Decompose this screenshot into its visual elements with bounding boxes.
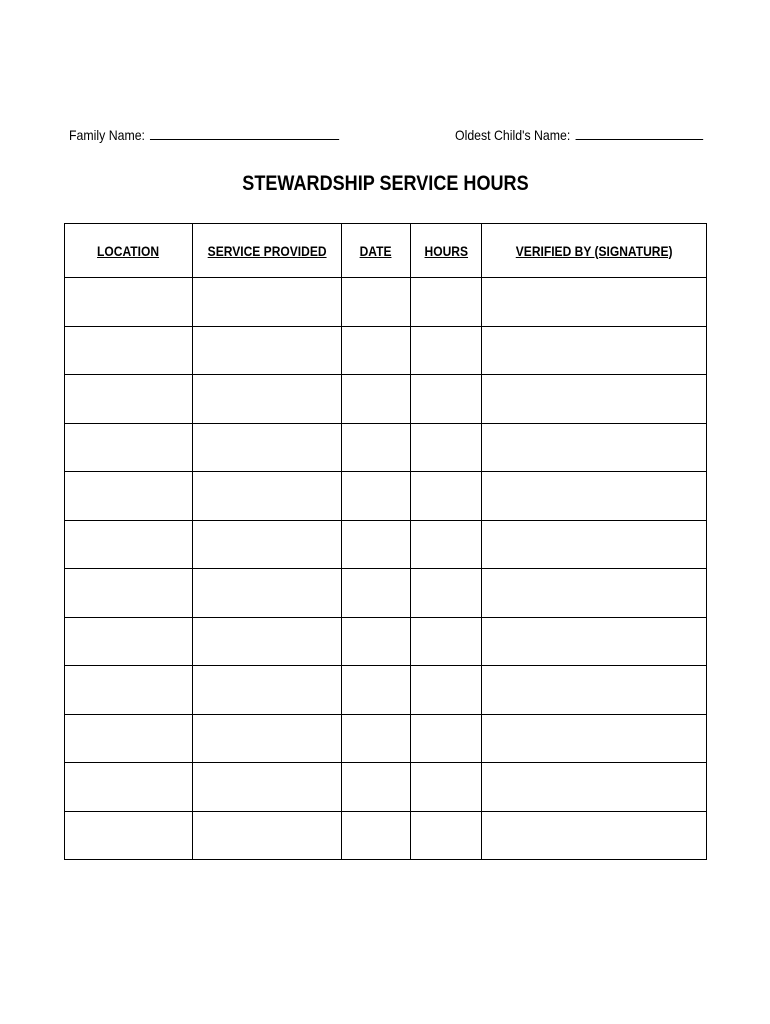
table-cell[interactable] — [342, 763, 411, 812]
table-cell[interactable] — [482, 714, 707, 763]
table-cell[interactable] — [482, 811, 707, 860]
family-name-label: Family Name: — [69, 127, 145, 143]
table-cell[interactable] — [342, 714, 411, 763]
table-row — [65, 326, 707, 375]
table-cell[interactable] — [193, 423, 342, 472]
column-header-location: LOCATION — [65, 224, 193, 278]
table-cell[interactable] — [193, 666, 342, 715]
table-cell[interactable] — [482, 520, 707, 569]
table-cell[interactable] — [411, 569, 482, 618]
table-cell[interactable] — [193, 472, 342, 521]
table-row — [65, 423, 707, 472]
table-cell[interactable] — [65, 617, 193, 666]
oldest-child-label: Oldest Child's Name: — [455, 127, 571, 143]
table-row — [65, 763, 707, 812]
table-cell[interactable] — [342, 617, 411, 666]
table-cell[interactable] — [342, 278, 411, 327]
table-cell[interactable] — [482, 278, 707, 327]
table-cell[interactable] — [411, 326, 482, 375]
table-cell[interactable] — [411, 617, 482, 666]
table-cell[interactable] — [482, 423, 707, 472]
table-cell[interactable] — [411, 811, 482, 860]
table-cell[interactable] — [342, 569, 411, 618]
family-name-blank[interactable] — [150, 127, 339, 140]
table-row — [65, 811, 707, 860]
table-cell[interactable] — [193, 714, 342, 763]
table-cell[interactable] — [342, 520, 411, 569]
table-cell[interactable] — [65, 520, 193, 569]
column-header-hours: HOURS — [411, 224, 482, 278]
table-cell[interactable] — [65, 763, 193, 812]
table-row — [65, 520, 707, 569]
service-hours-table — [64, 223, 707, 860]
table-cell[interactable] — [342, 423, 411, 472]
table-cell[interactable] — [65, 811, 193, 860]
table-cell[interactable] — [411, 763, 482, 812]
table-cell[interactable] — [65, 472, 193, 521]
table-cell[interactable] — [411, 423, 482, 472]
table-cell[interactable] — [411, 666, 482, 715]
column-header-service-provided: SERVICE PROVIDED — [193, 224, 342, 278]
table-cell[interactable] — [342, 666, 411, 715]
table-cell[interactable] — [193, 811, 342, 860]
table-cell[interactable] — [342, 375, 411, 424]
table-cell[interactable] — [411, 472, 482, 521]
table-row — [65, 666, 707, 715]
table-cell[interactable] — [193, 763, 342, 812]
table-cell[interactable] — [482, 763, 707, 812]
table-cell[interactable] — [482, 617, 707, 666]
column-header-verified-by: VERIFIED BY (SIGNATURE) — [482, 224, 707, 278]
table-cell[interactable] — [411, 278, 482, 327]
table-cell[interactable] — [482, 375, 707, 424]
table-cell[interactable] — [193, 617, 342, 666]
oldest-child-field — [455, 127, 703, 143]
table-cell[interactable] — [342, 811, 411, 860]
oldest-child-blank[interactable] — [576, 127, 704, 140]
table-cell[interactable] — [193, 326, 342, 375]
table-row — [65, 617, 707, 666]
table-row — [65, 375, 707, 424]
table-cell[interactable] — [411, 714, 482, 763]
table-row — [65, 569, 707, 618]
table-cell[interactable] — [482, 326, 707, 375]
table-row — [65, 714, 707, 763]
table-cell[interactable] — [342, 326, 411, 375]
table-header-row — [65, 224, 707, 278]
form-title-wrap — [0, 172, 770, 196]
table-row — [65, 278, 707, 327]
table-cell[interactable] — [65, 278, 193, 327]
table-cell[interactable] — [65, 326, 193, 375]
table-cell[interactable] — [482, 666, 707, 715]
table-cell[interactable] — [65, 666, 193, 715]
table-cell[interactable] — [342, 472, 411, 521]
table-row — [65, 472, 707, 521]
table-cell[interactable] — [65, 714, 193, 763]
table-cell[interactable] — [65, 569, 193, 618]
table-cell[interactable] — [411, 375, 482, 424]
column-header-date: DATE — [342, 224, 411, 278]
form-title: STEWARDSHIP SERVICE HOURS — [241, 172, 529, 195]
table-cell[interactable] — [193, 569, 342, 618]
table-cell[interactable] — [482, 472, 707, 521]
table-cell[interactable] — [193, 278, 342, 327]
table-cell[interactable] — [482, 569, 707, 618]
table-cell[interactable] — [65, 423, 193, 472]
table-cell[interactable] — [193, 520, 342, 569]
table-cell[interactable] — [411, 520, 482, 569]
family-name-field — [69, 127, 339, 143]
table-cell[interactable] — [193, 375, 342, 424]
table-cell[interactable] — [65, 375, 193, 424]
